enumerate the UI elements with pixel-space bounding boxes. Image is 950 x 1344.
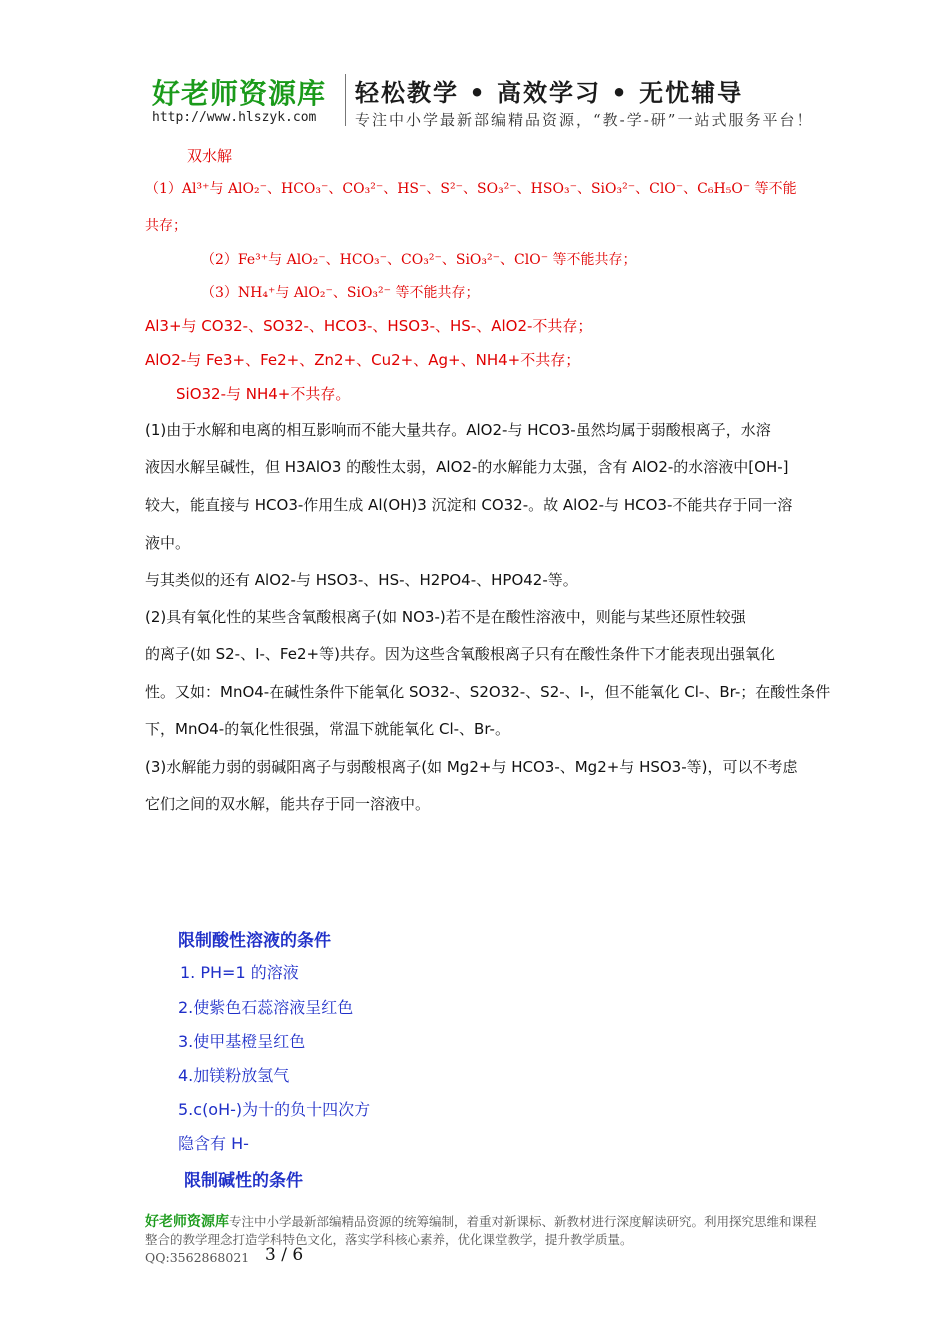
header-tagline: 专注中小学最新部编精品资源，“教-学-研”一站式服务平台！ [355, 111, 814, 129]
brand-logo: 好老师资源库 [152, 77, 327, 110]
paragraph-line: 它们之间的双水解，能共存于同一溶液中。 [145, 795, 431, 813]
footer-text: 专注中小学最新部编精品资源的统筹编制，着重对新课标、新教材进行深度解读研究。利用探究思维和课程整合的教学理念打造学科特色文化，落实学科核心素养，优化课堂教学，提升教学质量。 [145, 1214, 817, 1247]
paragraph-line: 下，MnO4-的氧化性很强，常温下就能氧化 Cl-、Br-。 [145, 720, 510, 738]
rule-line: （3）NH₄⁺与 AlO₂⁻、SiO₃²⁻ 等不能共存； [201, 285, 480, 301]
acid-condition-item: 4.加镁粉放氢气 [178, 1066, 290, 1085]
header-slogan: 轻松教学 • 高效学习 • 无忧辅导 [355, 79, 744, 107]
paragraph-line: 液中。 [145, 534, 191, 552]
paragraph-line: (1)由于水解和电离的相互影响而不能大量共存。AlO2-与 HCO3-虽然均属于弱酸根离子，水溶 [145, 421, 771, 439]
acid-conditions-heading: 限制酸性溶液的条件 [178, 931, 331, 951]
paragraph-line: 较大，能直接与 HCO3-作用生成 Al(OH)3 沉淀和 CO32-。故 AlO2-与 HCO3-不能共存于同一溶 [145, 496, 793, 514]
paragraph-line: (2)具有氧化性的某些含氧酸根离子(如 NO3-)若不是在酸性溶液中，则能与某些还原性较强 [145, 608, 746, 626]
hidden-h-note: 隐含有 H- [178, 1134, 249, 1153]
base-conditions-heading: 限制碱性的条件 [184, 1171, 303, 1191]
rule-line: Al3+与 CO32-、SO32-、HCO3-、HSO3-、HS-、AlO2-不共存； [145, 317, 593, 335]
section-title: 双水解 [187, 147, 233, 165]
rule-line: （2）Fe³⁺与 AlO₂⁻、HCO₃⁻、CO₃²⁻、SiO₃²⁻、ClO⁻ 等不能共存； [201, 252, 637, 268]
acid-condition-item: 2.使紫色石蕊溶液呈红色 [178, 998, 354, 1017]
rule-line: （1）Al³⁺与 AlO₂⁻、HCO₃⁻、CO₃²⁻、HS⁻、S²⁻、SO₃²⁻、HSO₃⁻、SiO₃²⁻、ClO⁻、C₆H₅O⁻ 等不能 [145, 181, 797, 197]
rule-line: SiO32-与 NH4+不共存。 [176, 385, 351, 403]
page-header [152, 70, 892, 130]
header-divider [345, 74, 346, 126]
page-number: 3 / 6 [265, 1245, 304, 1265]
acid-condition-item: 3.使甲基橙呈红色 [178, 1032, 306, 1051]
acid-condition-item: 5.c(oH-)为十的负十四次方 [178, 1100, 371, 1119]
paragraph-line: (3)水解能力弱的弱碱阳离子与弱酸根离子(如 Mg2+与 HCO3-、Mg2+与 HSO3-等)，可以不考虑 [145, 758, 798, 776]
page-footer [145, 1213, 825, 1248]
rule-line: 共存； [145, 218, 187, 234]
paragraph-line: 的离子(如 S2-、I-、Fe2+等)共存。因为这些含氧酸根离子只有在酸性条件下才能表现出强氧化 [145, 645, 775, 663]
paragraph-line: 性。又如：MnO4-在碱性条件下能氧化 SO32-、S2O32-、S2-、I-，但不能氧化 Cl-、Br-；在酸性条件 [145, 683, 831, 701]
paragraph-line: 与其类似的还有 AlO2-与 HSO3-、HS-、H2PO4-、HPO42-等。 [145, 571, 578, 589]
footer-brand: 好老师资源库 [145, 1214, 229, 1230]
rule-line: AlO2-与 Fe3+、Fe2+、Zn2+、Cu2+、Ag+、NH4+不共存； [145, 351, 581, 369]
paragraph-line: 液因水解呈碱性，但 H3AlO3 的酸性太弱，AlO2-的水解能力太强，含有 AlO2-的水溶液中[OH-] [145, 458, 789, 476]
acid-condition-item: 1. PH=1 的溶液 [180, 963, 299, 982]
footer-qq: QQ:3562868021 [145, 1250, 250, 1265]
header-url[interactable]: http://www.hlszyk.com [152, 110, 317, 125]
